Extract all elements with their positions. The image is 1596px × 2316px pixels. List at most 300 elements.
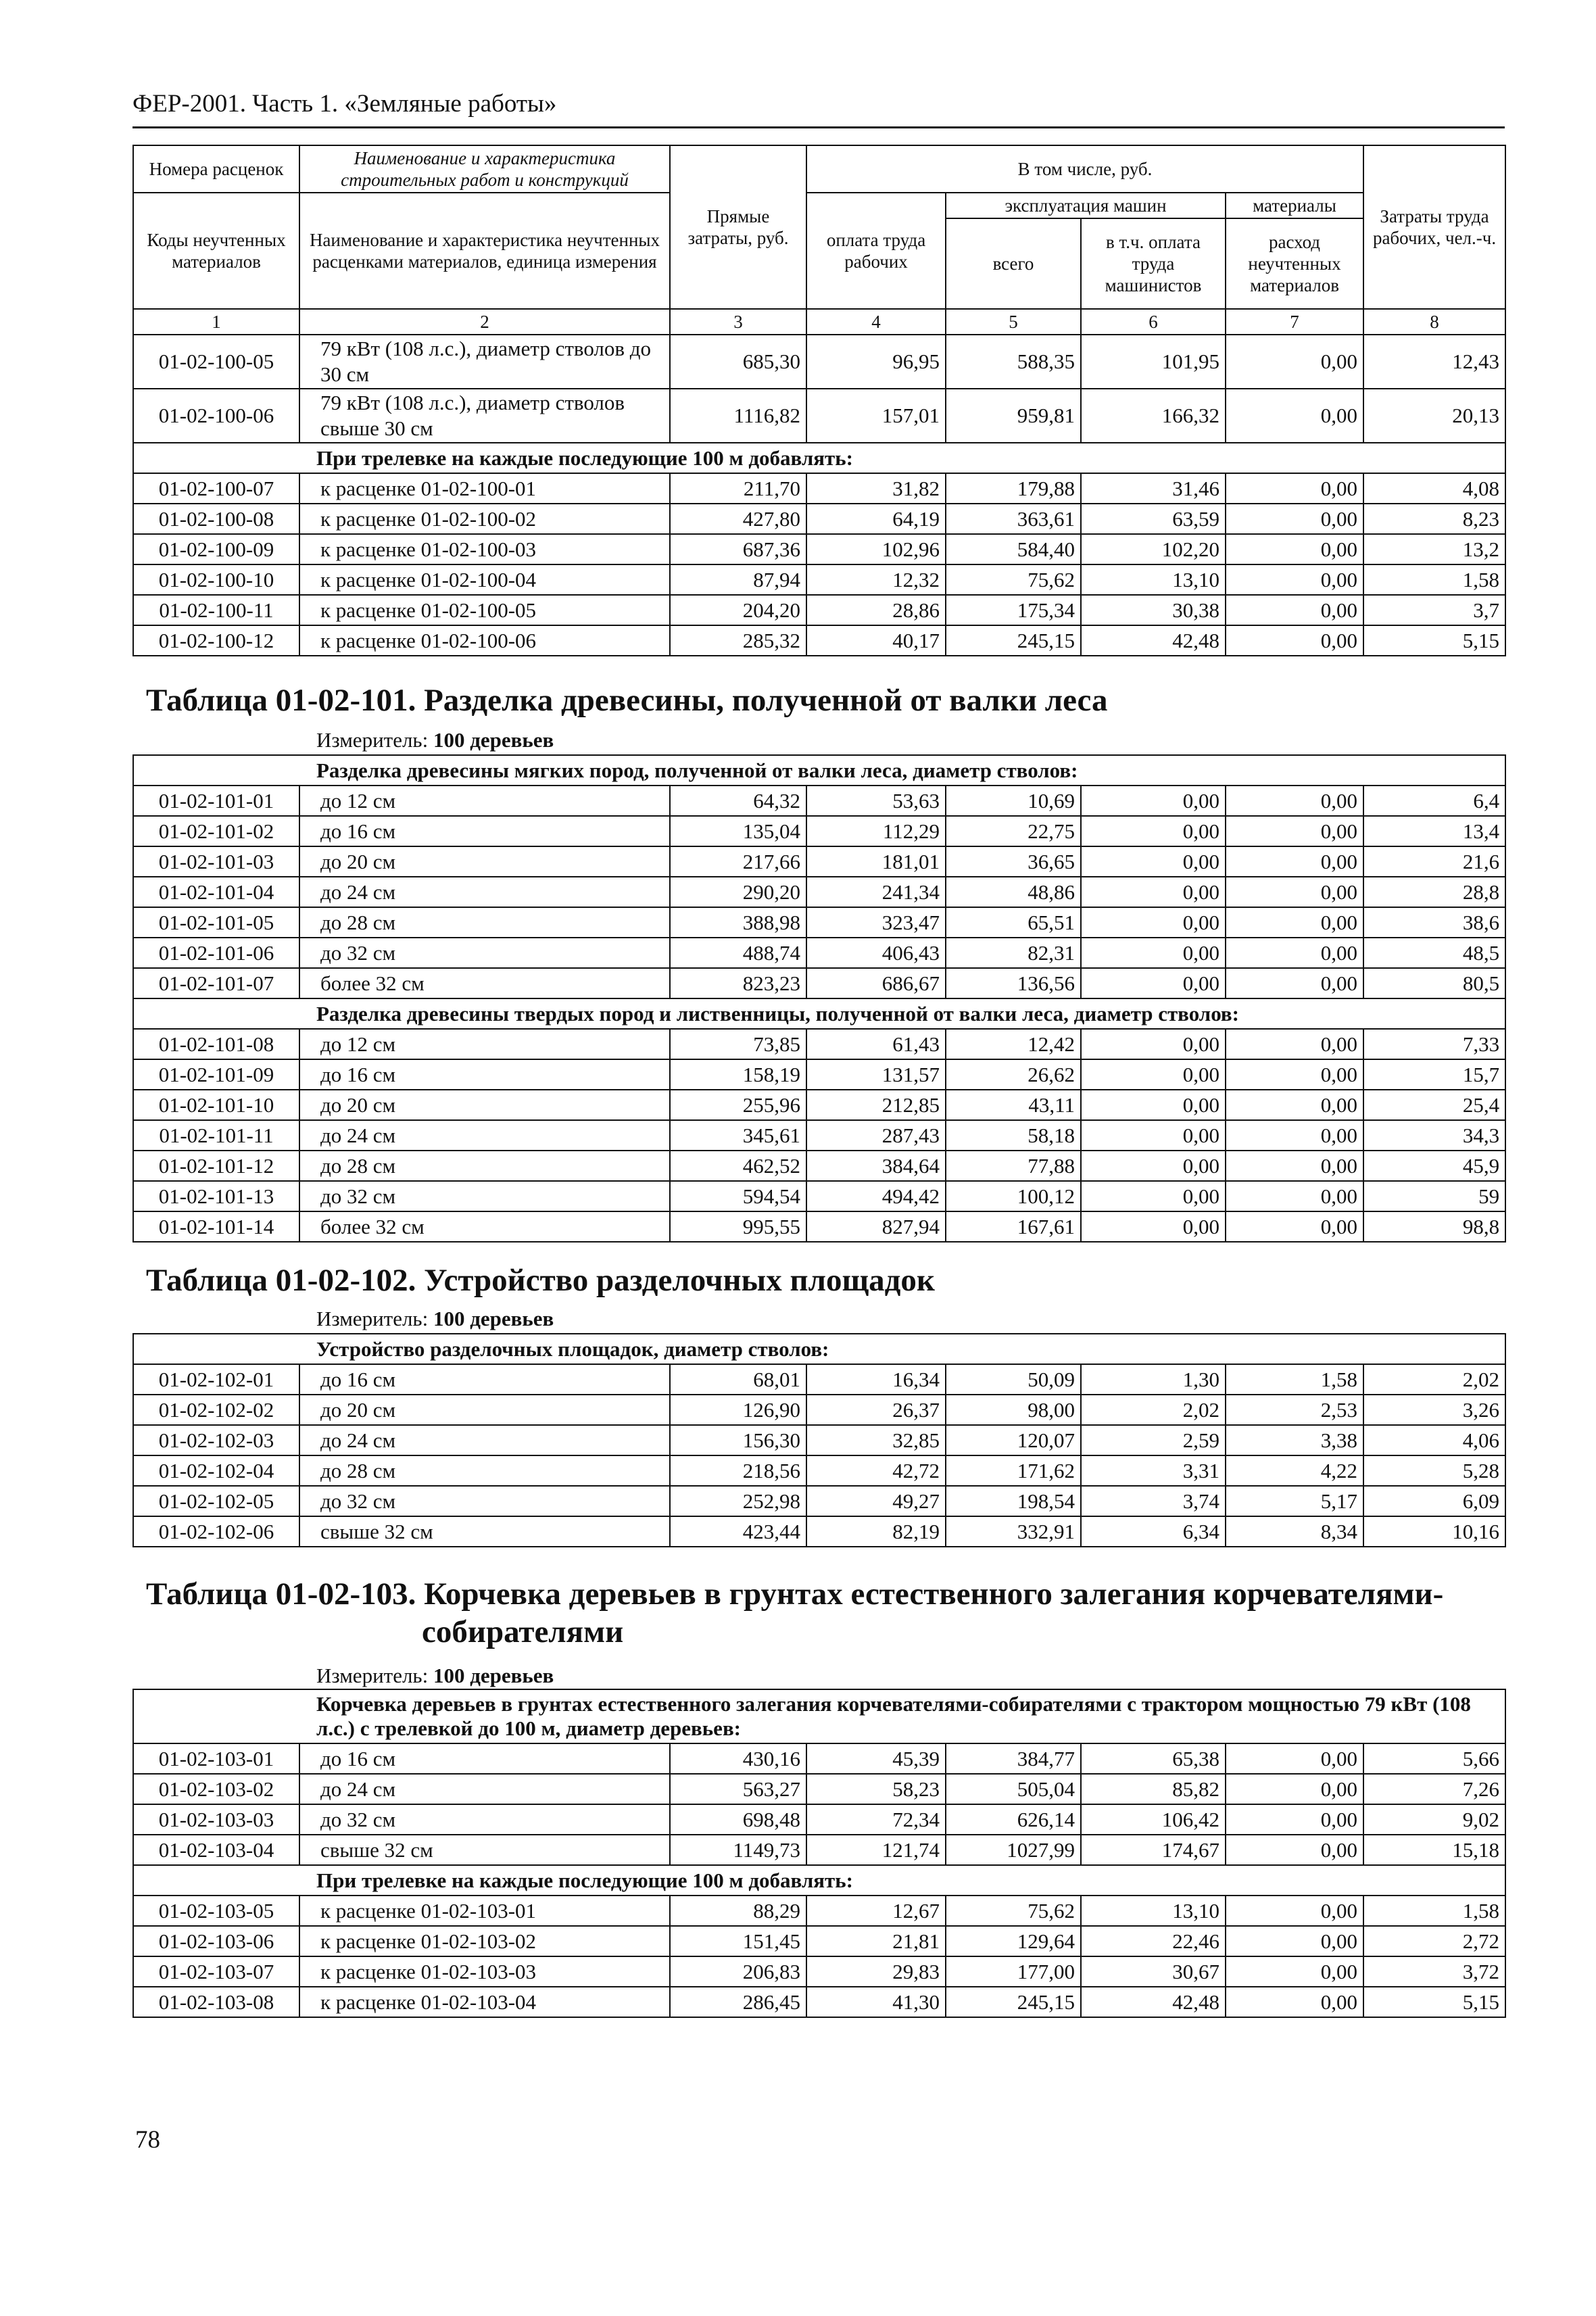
section-label: Разделка древесины твердых пород и лиственницы, полученной от валки леса, диаметр стволов: — [133, 998, 1505, 1029]
rate-value: 131,57 — [806, 1059, 946, 1090]
rate-value: 106,42 — [1081, 1804, 1226, 1835]
rate-value: 121,74 — [806, 1835, 946, 1865]
table-101-title: Таблица 01-02-101. Разделка древесины, полученной от валки леса — [146, 683, 1108, 718]
rate-value: 2,02 — [1363, 1364, 1505, 1395]
section-row — [133, 1865, 1505, 1896]
rate-value: 10,16 — [1363, 1516, 1505, 1547]
rate-value: 0,00 — [1226, 1835, 1363, 1865]
rate-value: 12,67 — [806, 1896, 946, 1926]
rate-value: 100,12 — [946, 1181, 1081, 1211]
rate-value: 171,62 — [946, 1455, 1081, 1486]
rate-value: 88,29 — [670, 1896, 806, 1926]
rate-value: 179,88 — [946, 473, 1081, 504]
rate-code: 01-02-100-10 — [133, 564, 299, 595]
rate-value: 42,48 — [1081, 625, 1226, 656]
table-row — [133, 1956, 1505, 1987]
rate-value: 0,00 — [1226, 816, 1363, 846]
rate-value: 287,43 — [806, 1120, 946, 1151]
rate-value: 0,00 — [1081, 1090, 1226, 1120]
rate-name: до 12 см — [299, 1029, 670, 1059]
rate-code: 01-02-101-13 — [133, 1181, 299, 1211]
table-row — [133, 1987, 1505, 2017]
rate-value: 28,86 — [806, 595, 946, 625]
col-num: 2 — [299, 309, 670, 335]
rate-code: 01-02-100-07 — [133, 473, 299, 504]
rate-name: более 32 см — [299, 968, 670, 998]
rate-name: до 12 см — [299, 786, 670, 816]
rate-value: 102,96 — [806, 534, 946, 564]
rate-value: 384,77 — [946, 1743, 1081, 1774]
rate-name: до 32 см — [299, 938, 670, 968]
rate-code: 01-02-101-02 — [133, 816, 299, 846]
rate-value: 26,62 — [946, 1059, 1081, 1090]
rate-value: 0,00 — [1081, 1211, 1226, 1242]
section-label: Устройство разделочных площадок, диаметр стволов: — [133, 1334, 1505, 1364]
section-row — [133, 443, 1505, 473]
table-row — [133, 564, 1505, 595]
rate-code: 01-02-100-08 — [133, 504, 299, 534]
rate-value: 34,3 — [1363, 1120, 1505, 1151]
rate-value: 87,94 — [670, 564, 806, 595]
rate-value: 77,88 — [946, 1151, 1081, 1181]
header-row-1 — [133, 145, 1505, 193]
rate-value: 687,36 — [670, 534, 806, 564]
rate-value: 0,00 — [1226, 1120, 1363, 1151]
rate-value: 0,00 — [1226, 1956, 1363, 1987]
rate-value: 167,61 — [946, 1211, 1081, 1242]
table-row — [133, 1455, 1505, 1486]
rate-value: 102,20 — [1081, 534, 1226, 564]
rate-value: 48,86 — [946, 877, 1081, 907]
rate-value: 82,19 — [806, 1516, 946, 1547]
col-incl: В том числе, руб. — [806, 145, 1363, 193]
rate-name: к расценке 01-02-103-04 — [299, 1987, 670, 2017]
rate-name: до 32 см — [299, 1181, 670, 1211]
rate-value: 285,32 — [670, 625, 806, 656]
rates-table-103 — [132, 1689, 1506, 2018]
measure-value: 100 деревьев — [433, 1307, 554, 1330]
table-row — [133, 846, 1505, 877]
header-num-row — [133, 309, 1505, 335]
rate-value: 36,65 — [946, 846, 1081, 877]
rate-value: 286,45 — [670, 1987, 806, 2017]
rate-code: 01-02-101-08 — [133, 1029, 299, 1059]
rate-value: 45,39 — [806, 1743, 946, 1774]
table-row — [133, 968, 1505, 998]
rate-value: 129,64 — [946, 1926, 1081, 1956]
rate-value: 28,8 — [1363, 877, 1505, 907]
section-row — [133, 1334, 1505, 1364]
rate-value: 41,30 — [806, 1987, 946, 2017]
rate-value: 21,81 — [806, 1926, 946, 1956]
rate-value: 1,58 — [1363, 1896, 1505, 1926]
rate-value: 63,59 — [1081, 504, 1226, 534]
rate-value: 158,19 — [670, 1059, 806, 1090]
rate-name: к расценке 01-02-103-01 — [299, 1896, 670, 1926]
rate-value: 0,00 — [1081, 846, 1226, 877]
col-num: 8 — [1363, 309, 1505, 335]
rate-name: к расценке 01-02-100-05 — [299, 595, 670, 625]
rate-value: 462,52 — [670, 1151, 806, 1181]
rate-code: 01-02-100-06 — [133, 389, 299, 443]
rates-table-100 — [132, 145, 1506, 656]
rate-value: 823,23 — [670, 968, 806, 998]
col-num: 7 — [1226, 309, 1363, 335]
rate-value: 156,30 — [670, 1425, 806, 1455]
table-row — [133, 595, 1505, 625]
rate-value: 65,51 — [946, 907, 1081, 938]
rate-value: 53,63 — [806, 786, 946, 816]
rate-code: 01-02-100-09 — [133, 534, 299, 564]
rate-value: 0,00 — [1226, 968, 1363, 998]
rate-value: 29,83 — [806, 1956, 946, 1987]
rate-name: к расценке 01-02-100-06 — [299, 625, 670, 656]
rate-value: 20,13 — [1363, 389, 1505, 443]
rate-value: 212,85 — [806, 1090, 946, 1120]
rate-value: 48,5 — [1363, 938, 1505, 968]
rate-value: 345,61 — [670, 1120, 806, 1151]
rate-value: 0,00 — [1226, 1029, 1363, 1059]
col-num: 3 — [670, 309, 806, 335]
rate-value: 0,00 — [1226, 1059, 1363, 1090]
rate-value: 0,00 — [1081, 816, 1226, 846]
rate-value: 332,91 — [946, 1516, 1081, 1547]
col-mat-names: Наименование и характеристика неучтенных расценками материалов, единица измерения — [299, 193, 670, 309]
rate-name: до 32 см — [299, 1486, 670, 1516]
rate-value: 0,00 — [1226, 1151, 1363, 1181]
rate-value: 15,7 — [1363, 1059, 1505, 1090]
table-row — [133, 1364, 1505, 1395]
table-row — [133, 907, 1505, 938]
rate-value: 2,53 — [1226, 1395, 1363, 1425]
rate-value: 1116,82 — [670, 389, 806, 443]
rate-value: 363,61 — [946, 504, 1081, 534]
rate-value: 13,4 — [1363, 816, 1505, 846]
table-row — [133, 1151, 1505, 1181]
table-row — [133, 877, 1505, 907]
rate-value: 2,72 — [1363, 1926, 1505, 1956]
table-row — [133, 1743, 1505, 1774]
table-102-title: Таблица 01-02-102. Устройство разделочных площадок — [146, 1263, 935, 1298]
rate-value: 3,31 — [1081, 1455, 1226, 1486]
rate-value: 252,98 — [670, 1486, 806, 1516]
rate-value: 5,15 — [1363, 1987, 1505, 2017]
table-row — [133, 1804, 1505, 1835]
rate-code: 01-02-100-05 — [133, 335, 299, 389]
table-row — [133, 1090, 1505, 1120]
rate-name: свыше 32 см — [299, 1516, 670, 1547]
rate-value: 406,43 — [806, 938, 946, 968]
rate-value: 157,01 — [806, 389, 946, 443]
rate-value: 488,74 — [670, 938, 806, 968]
rate-value: 120,07 — [946, 1425, 1081, 1455]
rate-value: 151,45 — [670, 1926, 806, 1956]
rate-value: 174,67 — [1081, 1835, 1226, 1865]
table-row — [133, 1425, 1505, 1455]
rate-value: 0,00 — [1226, 625, 1363, 656]
rate-value: 166,32 — [1081, 389, 1226, 443]
rate-value: 3,72 — [1363, 1956, 1505, 1987]
rate-code: 01-02-103-05 — [133, 1896, 299, 1926]
section-label: Разделка древесины мягких пород, полученной от валки леса, диаметр стволов: — [133, 755, 1505, 786]
rate-code: 01-02-101-12 — [133, 1151, 299, 1181]
rate-value: 22,46 — [1081, 1926, 1226, 1956]
rate-value: 68,01 — [670, 1364, 806, 1395]
measure-value: 100 деревьев — [433, 1664, 554, 1687]
rate-value: 6,09 — [1363, 1486, 1505, 1516]
page-number: 78 — [135, 2126, 160, 2154]
rate-value: 10,69 — [946, 786, 1081, 816]
rate-value: 0,00 — [1226, 564, 1363, 595]
table-103-measure — [316, 1663, 554, 1689]
rate-code: 01-02-103-07 — [133, 1956, 299, 1987]
rate-value: 58,23 — [806, 1774, 946, 1804]
rate-value: 217,66 — [670, 846, 806, 877]
rate-value: 0,00 — [1081, 938, 1226, 968]
col-labor-pay: оплата труда рабочих — [806, 193, 946, 309]
section-row — [133, 998, 1505, 1029]
rate-value: 80,5 — [1363, 968, 1505, 998]
rate-code: 01-02-101-03 — [133, 846, 299, 877]
rate-value: 13,2 — [1363, 534, 1505, 564]
rate-value: 43,11 — [946, 1090, 1081, 1120]
rate-value: 423,44 — [670, 1516, 806, 1547]
rate-value: 0,00 — [1226, 1211, 1363, 1242]
rate-code: 01-02-103-08 — [133, 1987, 299, 2017]
rate-code: 01-02-101-14 — [133, 1211, 299, 1242]
col-num: 5 — [946, 309, 1081, 335]
rate-value: 0,00 — [1081, 968, 1226, 998]
rate-value: 30,67 — [1081, 1956, 1226, 1987]
rate-name: к расценке 01-02-103-03 — [299, 1956, 670, 1987]
rate-value: 126,90 — [670, 1395, 806, 1425]
rate-code: 01-02-101-06 — [133, 938, 299, 968]
rate-code: 01-02-103-03 — [133, 1804, 299, 1835]
table-row — [133, 1896, 1505, 1926]
section-row — [133, 1689, 1505, 1743]
table-row — [133, 1211, 1505, 1242]
table-row — [133, 1516, 1505, 1547]
rate-value: 0,00 — [1226, 1743, 1363, 1774]
rate-value: 0,00 — [1226, 1987, 1363, 2017]
rate-value: 175,34 — [946, 595, 1081, 625]
rate-code: 01-02-103-01 — [133, 1743, 299, 1774]
rate-value: 0,00 — [1226, 389, 1363, 443]
rate-value: 206,83 — [670, 1956, 806, 1987]
rate-value: 135,04 — [670, 816, 806, 846]
rate-value: 0,00 — [1226, 846, 1363, 877]
rate-name: более 32 см — [299, 1211, 670, 1242]
rate-value: 959,81 — [946, 389, 1081, 443]
rate-value: 0,00 — [1226, 1896, 1363, 1926]
rate-value: 42,72 — [806, 1455, 946, 1486]
rate-name: к расценке 01-02-100-01 — [299, 473, 670, 504]
rate-code: 01-02-102-01 — [133, 1364, 299, 1395]
rate-value: 12,43 — [1363, 335, 1505, 389]
rate-value: 38,6 — [1363, 907, 1505, 938]
col-mat-use: расход неучтенных материалов — [1226, 218, 1363, 309]
rate-value: 0,00 — [1226, 938, 1363, 968]
col-direct-costs: Прямые затраты, руб. — [670, 145, 806, 309]
rate-value: 0,00 — [1081, 786, 1226, 816]
rate-code: 01-02-103-04 — [133, 1835, 299, 1865]
rate-value: 1149,73 — [670, 1835, 806, 1865]
rate-value: 65,38 — [1081, 1743, 1226, 1774]
rate-value: 241,34 — [806, 877, 946, 907]
rate-value: 6,4 — [1363, 786, 1505, 816]
rate-value: 0,00 — [1226, 877, 1363, 907]
rate-value: 50,09 — [946, 1364, 1081, 1395]
table-row — [133, 786, 1505, 816]
table-102-measure — [316, 1306, 554, 1332]
rate-value: 430,16 — [670, 1743, 806, 1774]
rate-name: 79 кВт (108 л.с.), диаметр стволов до 30 см — [299, 335, 670, 389]
title-line: собирателями — [422, 1614, 624, 1649]
rate-value: 204,20 — [670, 595, 806, 625]
rate-value: 58,18 — [946, 1120, 1081, 1151]
rate-code: 01-02-101-09 — [133, 1059, 299, 1090]
rate-value: 136,56 — [946, 968, 1081, 998]
rate-value: 0,00 — [1081, 1029, 1226, 1059]
rate-value: 8,23 — [1363, 504, 1505, 534]
table-101-measure — [316, 727, 554, 753]
table-row — [133, 534, 1505, 564]
rate-name: до 28 см — [299, 1151, 670, 1181]
header-row-2 — [133, 193, 1505, 218]
rate-value: 323,47 — [806, 907, 946, 938]
table-row — [133, 1120, 1505, 1151]
page-title: ФЕР-2001. Часть 1. «Земляные работы» — [132, 90, 557, 118]
rate-value: 61,43 — [806, 1029, 946, 1059]
rate-value: 1,30 — [1081, 1364, 1226, 1395]
rates-table-101 — [132, 754, 1506, 1243]
table-103-title — [146, 1575, 1443, 1651]
rate-value: 98,00 — [946, 1395, 1081, 1425]
rate-value: 505,04 — [946, 1774, 1081, 1804]
rate-value: 0,00 — [1226, 1181, 1363, 1211]
rate-value: 0,00 — [1081, 877, 1226, 907]
rate-name: до 24 см — [299, 1120, 670, 1151]
rate-value: 64,32 — [670, 786, 806, 816]
rate-value: 12,42 — [946, 1029, 1081, 1059]
rate-value: 112,29 — [806, 816, 946, 846]
rate-value: 563,27 — [670, 1774, 806, 1804]
measure-label: Измеритель: — [316, 1307, 429, 1330]
rate-value: 0,00 — [1226, 335, 1363, 389]
rate-value: 255,96 — [670, 1090, 806, 1120]
table-row — [133, 504, 1505, 534]
rate-value: 0,00 — [1226, 907, 1363, 938]
rate-value: 15,18 — [1363, 1835, 1505, 1865]
rate-value: 198,54 — [946, 1486, 1081, 1516]
rate-value: 218,56 — [670, 1455, 806, 1486]
rate-value: 4,08 — [1363, 473, 1505, 504]
rate-name: до 24 см — [299, 1774, 670, 1804]
rate-value: 32,85 — [806, 1425, 946, 1455]
rate-value: 0,00 — [1081, 1151, 1226, 1181]
rate-code: 01-02-100-11 — [133, 595, 299, 625]
rate-value: 0,00 — [1226, 1774, 1363, 1804]
rate-value: 12,32 — [806, 564, 946, 595]
page-header — [132, 89, 1505, 128]
rate-code: 01-02-101-11 — [133, 1120, 299, 1151]
title-line: Таблица 01-02-103. Корчевка деревьев в грунтах естественного залегания корчевателями- — [146, 1576, 1444, 1612]
rate-value: 584,40 — [946, 534, 1081, 564]
rate-value: 626,14 — [946, 1804, 1081, 1835]
col-machines-labor: в т.ч. оплата труда машинистов — [1081, 218, 1226, 309]
rate-value: 25,4 — [1363, 1090, 1505, 1120]
table-row — [133, 938, 1505, 968]
rate-value: 101,95 — [1081, 335, 1226, 389]
rate-name: до 16 см — [299, 816, 670, 846]
rate-value: 72,34 — [806, 1804, 946, 1835]
rate-name: к расценке 01-02-100-02 — [299, 504, 670, 534]
rate-value: 0,00 — [1081, 1059, 1226, 1090]
rate-name: 79 кВт (108 л.с.), диаметр стволов свыше 30 см — [299, 389, 670, 443]
rate-value: 3,26 — [1363, 1395, 1505, 1425]
rate-value: 73,85 — [670, 1029, 806, 1059]
rate-value: 2,02 — [1081, 1395, 1226, 1425]
rate-value: 211,70 — [670, 473, 806, 504]
rate-code: 01-02-103-06 — [133, 1926, 299, 1956]
rate-value: 588,35 — [946, 335, 1081, 389]
rate-value: 30,38 — [1081, 595, 1226, 625]
rate-name: к расценке 01-02-103-02 — [299, 1926, 670, 1956]
rate-value: 5,66 — [1363, 1743, 1505, 1774]
table-row — [133, 1486, 1505, 1516]
rate-value: 82,31 — [946, 938, 1081, 968]
table-row — [133, 473, 1505, 504]
col-mat-codes: Коды неучтенных материалов — [133, 193, 299, 309]
rate-value: 0,00 — [1226, 786, 1363, 816]
rate-value: 75,62 — [946, 564, 1081, 595]
rate-value: 7,26 — [1363, 1774, 1505, 1804]
col-machines-total: всего — [946, 218, 1081, 309]
rate-value: 59 — [1363, 1181, 1505, 1211]
rate-code: 01-02-101-10 — [133, 1090, 299, 1120]
rate-value: 9,02 — [1363, 1804, 1505, 1835]
rate-value: 7,33 — [1363, 1029, 1505, 1059]
col-num: 4 — [806, 309, 946, 335]
rate-value: 22,75 — [946, 816, 1081, 846]
rate-value: 685,30 — [670, 335, 806, 389]
rate-code: 01-02-101-05 — [133, 907, 299, 938]
rate-value: 13,10 — [1081, 1896, 1226, 1926]
rate-value: 2,59 — [1081, 1425, 1226, 1455]
rate-value: 995,55 — [670, 1211, 806, 1242]
rate-code: 01-02-100-12 — [133, 625, 299, 656]
rate-name: до 20 см — [299, 1090, 670, 1120]
rate-value: 5,28 — [1363, 1455, 1505, 1486]
rate-value: 245,15 — [946, 1987, 1081, 2017]
rate-code: 01-02-102-02 — [133, 1395, 299, 1425]
rate-value: 0,00 — [1226, 595, 1363, 625]
rate-value: 0,00 — [1226, 473, 1363, 504]
section-label: При трелевке на каждые последующие 100 м добавлять: — [133, 1865, 1505, 1896]
table-row — [133, 816, 1505, 846]
col-num: 1 — [133, 309, 299, 335]
rates-table-102 — [132, 1333, 1506, 1547]
rate-value: 0,00 — [1226, 534, 1363, 564]
rate-value: 0,00 — [1226, 1926, 1363, 1956]
measure-label: Измеритель: — [316, 728, 429, 752]
table-row — [133, 1029, 1505, 1059]
rate-value: 0,00 — [1226, 504, 1363, 534]
rate-code: 01-02-101-01 — [133, 786, 299, 816]
rate-value: 4,22 — [1226, 1455, 1363, 1486]
rate-value: 42,48 — [1081, 1987, 1226, 2017]
table-row — [133, 1835, 1505, 1865]
